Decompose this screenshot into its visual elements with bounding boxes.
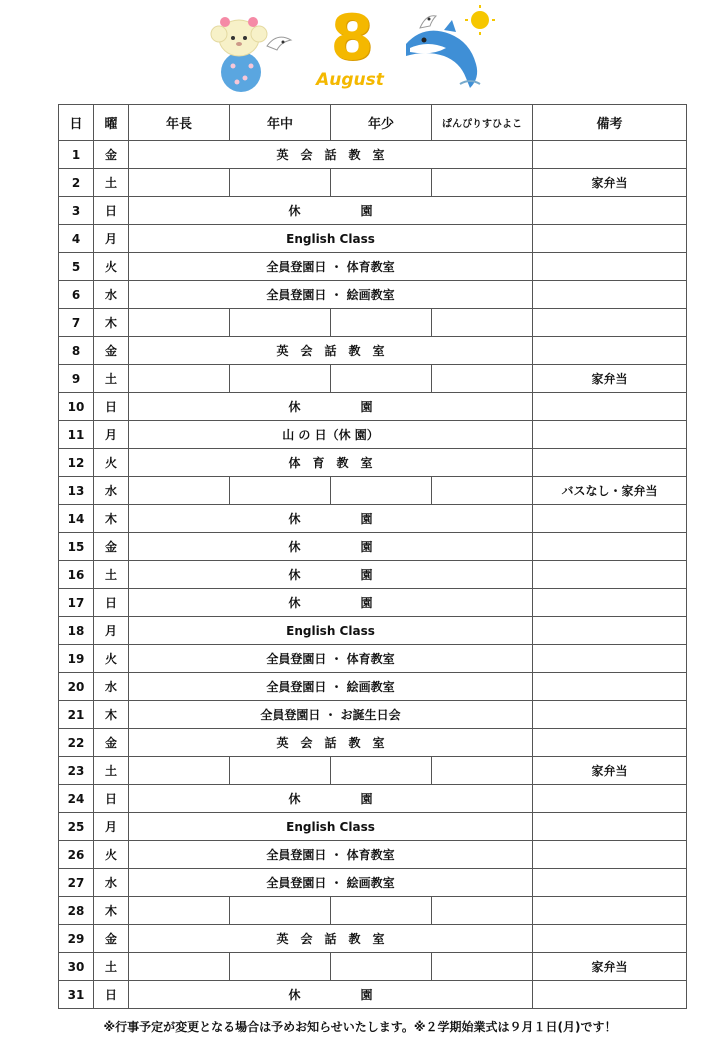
cell-panpirisu-hiyoko	[432, 897, 533, 925]
weekday-cell: 木	[94, 309, 129, 337]
event-cell: 全員登園日 ・ お誕生日会	[129, 701, 533, 729]
weekday-cell: 土	[94, 365, 129, 393]
day-cell: 15	[59, 533, 94, 561]
table-row	[59, 449, 687, 477]
weekday-cell: 日	[94, 197, 129, 225]
cell-panpirisu-hiyoko	[432, 365, 533, 393]
note-cell	[533, 533, 687, 561]
day-cell: 12	[59, 449, 94, 477]
table-row	[59, 225, 687, 253]
weekday-cell: 月	[94, 617, 129, 645]
col-weekday: 曜	[94, 105, 129, 141]
cell-nencho	[129, 169, 230, 197]
event-cell: 山 の 日（休 園）	[129, 421, 533, 449]
weekday-cell: 金	[94, 925, 129, 953]
cell-panpirisu-hiyoko	[432, 477, 533, 505]
weekday-cell: 日	[94, 785, 129, 813]
cell-nenchu	[230, 365, 331, 393]
note-cell	[533, 225, 687, 253]
weekday-cell: 火	[94, 449, 129, 477]
day-cell: 11	[59, 421, 94, 449]
cell-nenchu	[230, 477, 331, 505]
day-cell: 27	[59, 869, 94, 897]
day-cell: 10	[59, 393, 94, 421]
note-cell	[533, 449, 687, 477]
cell-nencho	[129, 897, 230, 925]
weekday-cell: 火	[94, 645, 129, 673]
table-row	[59, 617, 687, 645]
note-cell	[533, 701, 687, 729]
day-cell: 30	[59, 953, 94, 981]
weekday-cell: 土	[94, 757, 129, 785]
table-row	[59, 813, 687, 841]
note-cell: 家弁当	[533, 953, 687, 981]
day-cell: 21	[59, 701, 94, 729]
event-cell: 休 園	[129, 533, 533, 561]
cell-nensho	[331, 169, 432, 197]
day-cell: 20	[59, 673, 94, 701]
weekday-cell: 金	[94, 533, 129, 561]
month-name: August	[316, 70, 384, 90]
note-cell	[533, 925, 687, 953]
event-cell: 体 育 教 室	[129, 449, 533, 477]
month-number: 8	[330, 1, 374, 74]
day-cell: 8	[59, 337, 94, 365]
weekday-cell: 日	[94, 589, 129, 617]
table-row	[59, 925, 687, 953]
note-cell	[533, 589, 687, 617]
table-row	[59, 337, 687, 365]
table-row	[59, 953, 687, 981]
weekday-cell: 日	[94, 981, 129, 1009]
note-cell: 家弁当	[533, 365, 687, 393]
cell-panpirisu-hiyoko	[432, 953, 533, 981]
weekday-cell: 金	[94, 337, 129, 365]
weekday-cell: 金	[94, 729, 129, 757]
day-cell: 5	[59, 253, 94, 281]
cell-panpirisu-hiyoko	[432, 309, 533, 337]
event-cell: 全員登園日 ・ 絵画教室	[129, 673, 533, 701]
note-cell	[533, 673, 687, 701]
cell-nenchu	[230, 953, 331, 981]
event-cell: 休 園	[129, 393, 533, 421]
weekday-cell: 土	[94, 561, 129, 589]
day-cell: 13	[59, 477, 94, 505]
day-cell: 22	[59, 729, 94, 757]
table-row	[59, 393, 687, 421]
weekday-cell: 日	[94, 393, 129, 421]
event-cell: 英 会 話 教 室	[129, 141, 533, 169]
col-nencho: 年長	[129, 105, 230, 141]
note-cell	[533, 197, 687, 225]
cell-nenchu	[230, 897, 331, 925]
note-cell	[533, 841, 687, 869]
poodle-on-ball-icon	[205, 8, 295, 94]
table-row	[59, 477, 687, 505]
note-cell: 家弁当	[533, 757, 687, 785]
calendar-table	[58, 104, 687, 1009]
event-cell: 休 園	[129, 561, 533, 589]
day-cell: 2	[59, 169, 94, 197]
cell-nensho	[331, 365, 432, 393]
day-cell: 28	[59, 897, 94, 925]
day-cell: 31	[59, 981, 94, 1009]
table-row	[59, 673, 687, 701]
cell-nensho	[331, 757, 432, 785]
cell-nencho	[129, 477, 230, 505]
event-cell: 休 園	[129, 505, 533, 533]
day-cell: 23	[59, 757, 94, 785]
weekday-cell: 木	[94, 897, 129, 925]
table-row	[59, 645, 687, 673]
footer-note: ※行事予定が変更となる場合は予めお知らせいたします。※２学期始業式は９月１日(月)です！	[103, 1020, 617, 1034]
table-row	[59, 757, 687, 785]
weekday-cell: 火	[94, 253, 129, 281]
note-cell	[533, 253, 687, 281]
cell-nencho	[129, 365, 230, 393]
cell-nenchu	[230, 309, 331, 337]
note-cell	[533, 141, 687, 169]
event-cell: 休 園	[129, 589, 533, 617]
event-cell: 全員登園日 ・ 体育教室	[129, 645, 533, 673]
table-row	[59, 897, 687, 925]
table-row	[59, 421, 687, 449]
weekday-cell: 水	[94, 869, 129, 897]
table-row	[59, 365, 687, 393]
col-day: 日	[59, 105, 94, 141]
day-cell: 9	[59, 365, 94, 393]
event-cell: English Class	[129, 813, 533, 841]
cell-nensho	[331, 477, 432, 505]
weekday-cell: 月	[94, 421, 129, 449]
event-cell: 全員登園日 ・ 絵画教室	[129, 869, 533, 897]
note-cell	[533, 337, 687, 365]
table-row	[59, 169, 687, 197]
col-nensho: 年少	[331, 105, 432, 141]
event-cell: 全員登園日 ・ 体育教室	[129, 841, 533, 869]
note-cell	[533, 421, 687, 449]
table-row	[59, 561, 687, 589]
note-cell	[533, 645, 687, 673]
cell-nencho	[129, 309, 230, 337]
note-cell	[533, 729, 687, 757]
weekday-cell: 水	[94, 673, 129, 701]
note-cell	[533, 869, 687, 897]
table-row	[59, 309, 687, 337]
note-cell: バスなし・家弁当	[533, 477, 687, 505]
day-cell: 4	[59, 225, 94, 253]
day-cell: 19	[59, 645, 94, 673]
table-row	[59, 505, 687, 533]
cell-nenchu	[230, 169, 331, 197]
note-cell	[533, 981, 687, 1009]
day-cell: 14	[59, 505, 94, 533]
event-cell: English Class	[129, 225, 533, 253]
day-cell: 7	[59, 309, 94, 337]
day-cell: 29	[59, 925, 94, 953]
day-cell: 16	[59, 561, 94, 589]
cell-panpirisu-hiyoko	[432, 757, 533, 785]
table-row	[59, 729, 687, 757]
note-cell	[533, 617, 687, 645]
day-cell: 26	[59, 841, 94, 869]
weekday-cell: 月	[94, 225, 129, 253]
day-cell: 24	[59, 785, 94, 813]
day-cell: 6	[59, 281, 94, 309]
table-row	[59, 785, 687, 813]
event-cell: 全員登園日 ・ 体育教室	[129, 253, 533, 281]
weekday-cell: 火	[94, 841, 129, 869]
table-row	[59, 841, 687, 869]
day-cell: 18	[59, 617, 94, 645]
cell-nencho	[129, 953, 230, 981]
day-cell: 17	[59, 589, 94, 617]
note-cell	[533, 505, 687, 533]
event-cell: 休 園	[129, 981, 533, 1009]
cell-panpirisu-hiyoko	[432, 169, 533, 197]
event-cell: English Class	[129, 617, 533, 645]
note-cell: 家弁当	[533, 169, 687, 197]
note-cell	[533, 897, 687, 925]
table-row	[59, 197, 687, 225]
cell-nensho	[331, 953, 432, 981]
col-nenchu: 年中	[230, 105, 331, 141]
dolphin-icon	[400, 4, 500, 96]
note-cell	[533, 561, 687, 589]
page-header	[0, 0, 720, 100]
weekday-cell: 木	[94, 505, 129, 533]
weekday-cell: 金	[94, 141, 129, 169]
event-cell: 英 会 話 教 室	[129, 729, 533, 757]
weekday-cell: 土	[94, 169, 129, 197]
weekday-cell: 水	[94, 477, 129, 505]
cell-nencho	[129, 757, 230, 785]
cell-nensho	[331, 309, 432, 337]
weekday-cell: 木	[94, 701, 129, 729]
event-cell: 英 会 話 教 室	[129, 925, 533, 953]
weekday-cell: 水	[94, 281, 129, 309]
note-cell	[533, 309, 687, 337]
event-cell: 休 園	[129, 197, 533, 225]
cell-nensho	[331, 897, 432, 925]
day-cell: 25	[59, 813, 94, 841]
weekday-cell: 土	[94, 953, 129, 981]
table-row	[59, 253, 687, 281]
table-row	[59, 701, 687, 729]
note-cell	[533, 813, 687, 841]
note-cell	[533, 785, 687, 813]
weekday-cell: 月	[94, 813, 129, 841]
table-row	[59, 281, 687, 309]
table-row	[59, 869, 687, 897]
col-notes: 備考	[533, 105, 687, 141]
event-cell: 休 園	[129, 785, 533, 813]
event-cell: 全員登園日 ・ 絵画教室	[129, 281, 533, 309]
note-cell	[533, 393, 687, 421]
note-cell	[533, 281, 687, 309]
table-header-row	[59, 105, 687, 141]
table-row	[59, 141, 687, 169]
col-panpirisu-hiyoko: ぱんぴりすひよこ	[432, 105, 533, 141]
table-row	[59, 589, 687, 617]
cell-nenchu	[230, 757, 331, 785]
table-row	[59, 981, 687, 1009]
calendar-body	[59, 141, 687, 1009]
event-cell: 英 会 話 教 室	[129, 337, 533, 365]
day-cell: 1	[59, 141, 94, 169]
table-row	[59, 533, 687, 561]
day-cell: 3	[59, 197, 94, 225]
